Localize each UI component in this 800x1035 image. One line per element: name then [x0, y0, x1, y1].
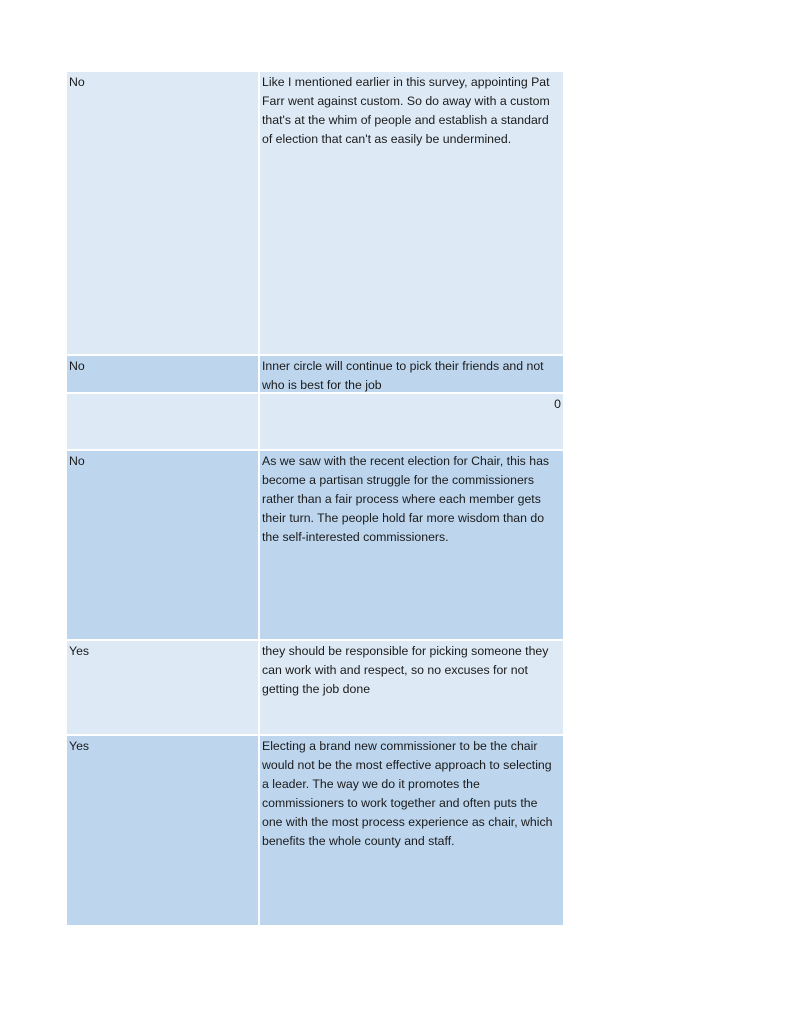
comment-cell: 0	[554, 397, 561, 411]
table-row	[67, 451, 563, 641]
table-row	[67, 356, 563, 394]
answer-cell: No	[67, 451, 260, 639]
table-row	[67, 394, 563, 451]
table-row	[67, 641, 563, 736]
table-row	[67, 72, 563, 356]
answer-cell: Yes	[67, 641, 260, 734]
answer-cell: Yes	[67, 736, 260, 925]
table-row	[67, 736, 563, 925]
answer-cell: No	[67, 356, 260, 392]
comment-cell: As we saw with the recent election for Chair, this has become a partisan struggle for the commissioners rather than a fair process where each member gets their turn. The people hold far more wisdom than do the self-interested commissioners.	[262, 454, 550, 544]
comment-cell: Like I mentioned earlier in this survey, appointing Pat Farr went against custom. So do away with a custom that's at the whim of people and establish a standard of election that can't as easily be undermined.	[262, 75, 550, 146]
survey-response-table	[67, 72, 563, 925]
answer-cell: No	[67, 72, 260, 354]
comment-cell: Inner circle will continue to pick their friends and not who is best for the job	[262, 359, 544, 392]
answer-cell	[67, 394, 260, 449]
comment-cell: they should be responsible for picking someone they can work with and respect, so no excuses for not getting the job done	[262, 644, 549, 696]
comment-cell: Electing a brand new commissioner to be the chair would not be the most effective approach to selecting a leader. The way we do it promotes the commissioners to work together and often puts the one with the most process experience as chair, which benefits the whole county and staff.	[262, 739, 553, 848]
